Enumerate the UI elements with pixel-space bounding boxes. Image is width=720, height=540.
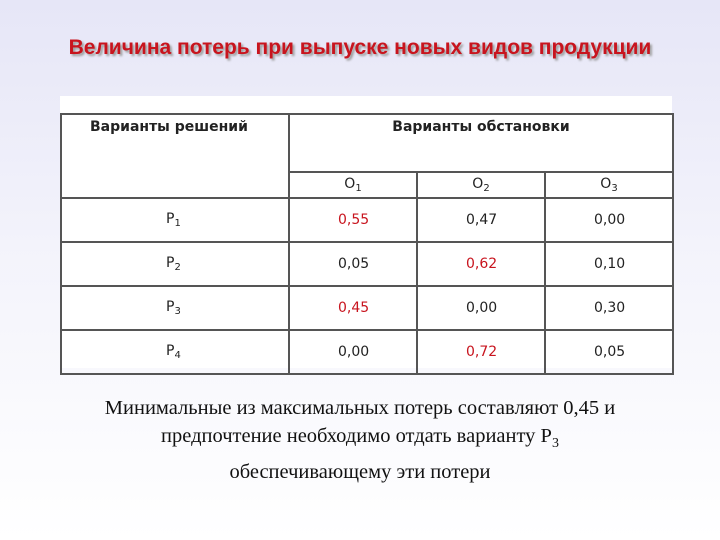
- table-row: [61, 242, 673, 286]
- table-cell: 0,05: [289, 242, 417, 286]
- table-cell: 0,00: [289, 330, 417, 374]
- column-header-o3: $O_3$: [545, 172, 673, 198]
- table-row: [61, 330, 673, 374]
- loss-table: [60, 113, 674, 375]
- table-cell: 0,45: [289, 286, 417, 330]
- table-cell: 0,72: [417, 330, 545, 374]
- row-label-p4: $P_4$: [61, 330, 289, 374]
- table-cell: 0,62: [417, 242, 545, 286]
- table-cell: 0,55: [289, 198, 417, 242]
- conclusion-line-2: предпочтение необходимо отдать варианту $Р_3$: [161, 425, 559, 451]
- table-cell: 0,30: [545, 286, 673, 330]
- row-label-p3: $P_3$: [61, 286, 289, 330]
- header-situations: Варианты обстановки: [289, 114, 673, 172]
- conclusion-line-1: Минимальные из максимальных потерь составляют 0,45 и: [104, 397, 616, 419]
- row-label-p2: $P_2$: [61, 242, 289, 286]
- table-cell: 0,05: [545, 330, 673, 374]
- table-row: [61, 198, 673, 242]
- page-title: Величина потерь при выпуске новых видов продукции: [68, 36, 652, 59]
- column-header-o2: $O_2$: [417, 172, 545, 198]
- table-row: [61, 286, 673, 330]
- row-label-p1: $P_1$: [61, 198, 289, 242]
- table-cell: 0,47: [417, 198, 545, 242]
- table-cell: 0,00: [545, 198, 673, 242]
- table-panel: [60, 96, 672, 368]
- header-row: [61, 114, 673, 172]
- conclusion-text: [40, 394, 680, 486]
- header-decisions: Варианты решений: [61, 114, 289, 198]
- column-header-o1: $O_1$: [289, 172, 417, 198]
- conclusion-line-3: обеспечивающему эти потери: [229, 461, 491, 483]
- table-cell: 0,00: [417, 286, 545, 330]
- table-cell: 0,10: [545, 242, 673, 286]
